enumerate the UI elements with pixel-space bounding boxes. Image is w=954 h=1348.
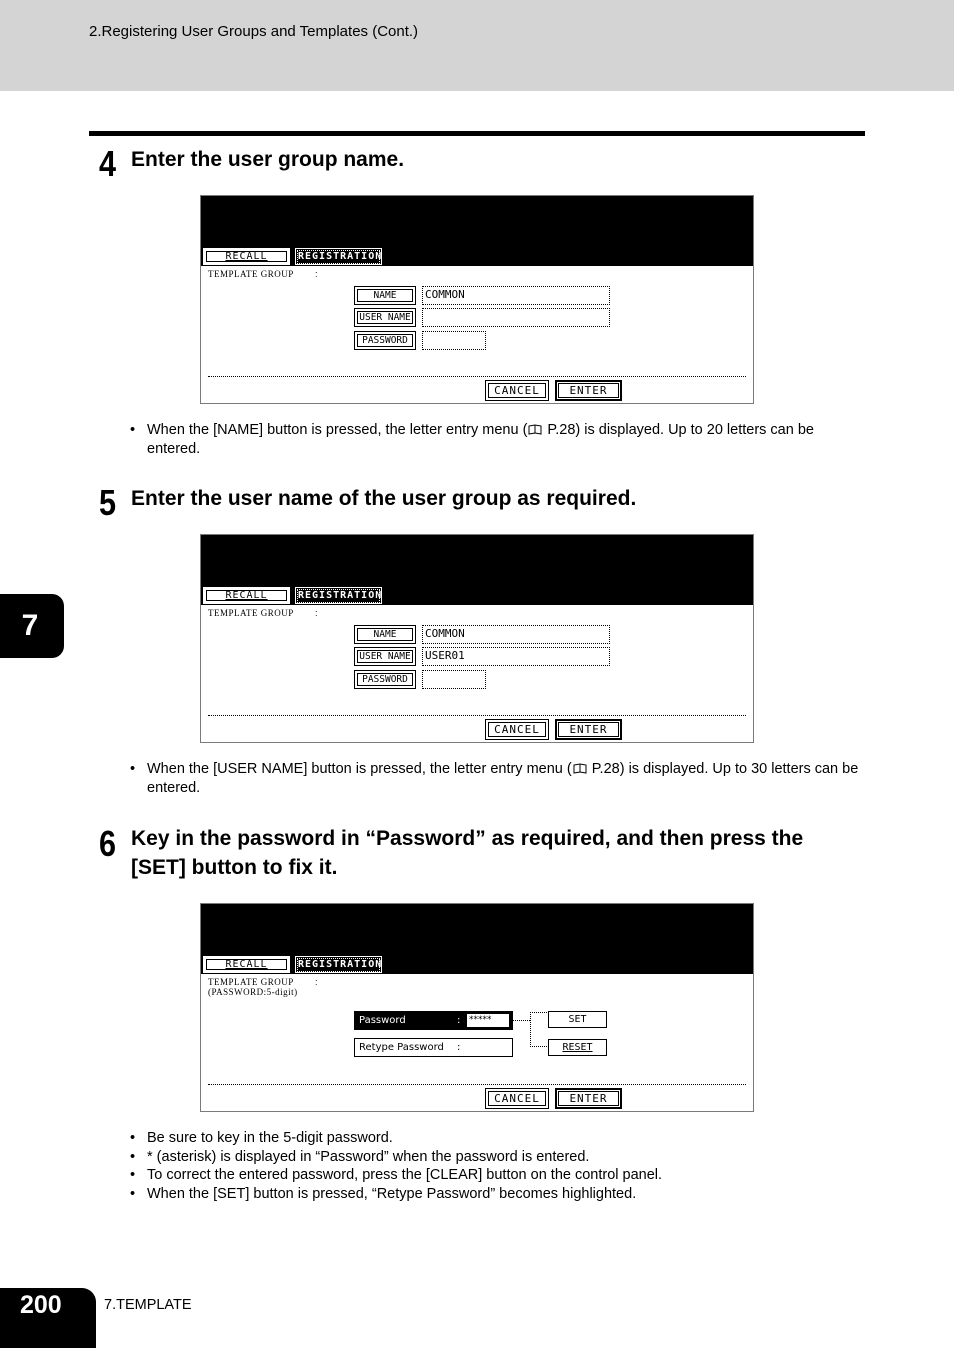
password-button[interactable] bbox=[354, 670, 416, 689]
enter-button-label: ENTER bbox=[558, 1091, 619, 1106]
screen-panel bbox=[200, 534, 754, 743]
template-group-label: TEMPLATE GROUP bbox=[208, 269, 294, 279]
password-colon: : bbox=[457, 1015, 461, 1026]
note-text: To correct the entered password, press the [CLEAR] button on the control panel. bbox=[147, 1167, 663, 1183]
template-group-label bbox=[208, 977, 298, 997]
note-item: • When the [USER NAME] button is pressed, the letter entry menu ( P.28) is displayed. Up to 30 letters can be entered. bbox=[130, 761, 859, 796]
name-button[interactable] bbox=[354, 286, 416, 305]
step-notes bbox=[130, 421, 860, 458]
enter-button[interactable] bbox=[555, 719, 622, 740]
screen-panel bbox=[200, 903, 754, 1112]
header-band bbox=[0, 0, 954, 91]
connector-line bbox=[513, 1020, 530, 1021]
recall-tab-label: RECALL bbox=[225, 590, 268, 601]
recall-tab-label: RECALL bbox=[225, 251, 268, 262]
note-item: • To correct the entered password, press the [CLEAR] button on the control panel. bbox=[130, 1167, 663, 1183]
name-button-label: NAME bbox=[357, 628, 413, 641]
retype-password-input[interactable] bbox=[354, 1038, 513, 1057]
registration-tab[interactable] bbox=[295, 248, 382, 265]
set-button[interactable]: SET bbox=[548, 1011, 607, 1028]
registration-tab-label: REGISTRATION bbox=[298, 959, 383, 970]
retype-password-colon: : bbox=[457, 1042, 461, 1053]
note-item: • When the [NAME] button is pressed, the letter entry menu ( P.28) is displayed. Up to 20 letters can be entered. bbox=[130, 422, 814, 457]
enter-button-label: ENTER bbox=[558, 722, 619, 737]
step-title: Enter the user name of the user group as required. bbox=[131, 487, 637, 510]
name-field[interactable]: COMMON bbox=[422, 286, 610, 305]
user-name-button[interactable] bbox=[354, 647, 416, 666]
user-name-button-label: USER NAME bbox=[357, 650, 413, 663]
note-item: • When the [SET] button is pressed, “Retype Password” becomes highlighted. bbox=[130, 1185, 637, 1202]
book-icon bbox=[573, 763, 587, 774]
note-text: * (asterisk) is displayed in “Password” when the password is entered. bbox=[147, 1148, 590, 1165]
enter-button[interactable] bbox=[555, 1088, 622, 1109]
retype-password-label: Retype Password bbox=[359, 1042, 444, 1053]
password-button-label: PASSWORD bbox=[357, 673, 413, 686]
password-value: ***** bbox=[467, 1014, 509, 1027]
book-icon bbox=[528, 424, 542, 435]
page-header-title: 2.Registering User Groups and Templates (Cont.) bbox=[89, 23, 419, 40]
registration-tab-label: REGISTRATION bbox=[298, 590, 383, 601]
note-text: P.28) is displayed. Up to 20 letters can be entered. bbox=[147, 422, 814, 457]
password-label: Password bbox=[359, 1015, 406, 1026]
recall-tab[interactable] bbox=[203, 956, 290, 973]
password-button[interactable] bbox=[354, 331, 416, 350]
note-item: • * (asterisk) is displayed in “Password” when the password is entered. bbox=[130, 1148, 590, 1165]
user-name-field[interactable]: USER01 bbox=[422, 647, 610, 666]
registration-tab-label: REGISTRATION bbox=[298, 251, 383, 262]
screen-panel bbox=[200, 195, 754, 404]
step-title: Key in the password in “Password” as required, and then press the [SET] button to fix it. bbox=[131, 827, 804, 879]
template-group-label: TEMPLATE GROUP bbox=[208, 608, 294, 618]
label-colon: : bbox=[315, 269, 318, 279]
step-number: 5 bbox=[99, 482, 117, 523]
password-input[interactable] bbox=[354, 1011, 513, 1030]
cancel-button-label: CANCEL bbox=[488, 1091, 546, 1106]
label-colon: : bbox=[315, 977, 318, 987]
divider bbox=[208, 376, 746, 377]
enter-button-label: ENTER bbox=[558, 383, 619, 398]
divider bbox=[208, 1084, 746, 1085]
cancel-button[interactable] bbox=[485, 719, 549, 740]
user-name-button-label: USER NAME bbox=[357, 311, 413, 324]
note-text: P.28) is displayed. Up to 30 letters can be entered. bbox=[147, 761, 859, 796]
user-name-field[interactable] bbox=[422, 308, 610, 327]
password-field[interactable] bbox=[422, 670, 486, 689]
password-field[interactable] bbox=[422, 331, 486, 350]
cancel-button[interactable] bbox=[485, 380, 549, 401]
chapter-tab: 7 bbox=[0, 594, 64, 658]
password-hint: (PASSWORD:5-digit) bbox=[208, 987, 298, 997]
note-text: Be sure to key in the 5-digit password. bbox=[147, 1130, 393, 1146]
step-title: Enter the user group name. bbox=[131, 148, 405, 171]
recall-tab[interactable] bbox=[203, 248, 290, 265]
name-field[interactable]: COMMON bbox=[422, 625, 610, 644]
step-number: 4 bbox=[99, 143, 117, 184]
cancel-button-label: CANCEL bbox=[488, 722, 546, 737]
page-number: 200 bbox=[20, 1291, 62, 1319]
footer-section: 7.TEMPLATE bbox=[104, 1297, 192, 1313]
step-notes bbox=[130, 760, 860, 797]
recall-tab-label: RECALL bbox=[225, 959, 268, 970]
label-colon: : bbox=[315, 608, 318, 618]
divider bbox=[208, 715, 746, 716]
name-button[interactable] bbox=[354, 625, 416, 644]
step-notes bbox=[130, 1129, 860, 1203]
user-name-button[interactable] bbox=[354, 308, 416, 327]
enter-button[interactable] bbox=[555, 380, 622, 401]
registration-tab[interactable] bbox=[295, 956, 382, 973]
step-number: 6 bbox=[99, 823, 117, 864]
recall-tab[interactable] bbox=[203, 587, 290, 604]
connector-bracket bbox=[530, 1012, 547, 1047]
cancel-button[interactable] bbox=[485, 1088, 549, 1109]
note-text: When the [USER NAME] button is pressed, the letter entry menu ( bbox=[147, 761, 572, 777]
template-group-text: TEMPLATE GROUP bbox=[208, 977, 294, 987]
password-button-label: PASSWORD bbox=[357, 334, 413, 347]
note-item: • Be sure to key in the 5-digit password. bbox=[130, 1130, 393, 1146]
section-rule bbox=[89, 131, 865, 136]
cancel-button-label: CANCEL bbox=[488, 383, 546, 398]
note-text: When the [SET] button is pressed, “Retype Password” becomes highlighted. bbox=[147, 1185, 637, 1202]
registration-tab[interactable] bbox=[295, 587, 382, 604]
reset-button[interactable]: RESET bbox=[548, 1039, 607, 1056]
name-button-label: NAME bbox=[357, 289, 413, 302]
note-text: When the [NAME] button is pressed, the letter entry menu ( bbox=[147, 422, 528, 438]
